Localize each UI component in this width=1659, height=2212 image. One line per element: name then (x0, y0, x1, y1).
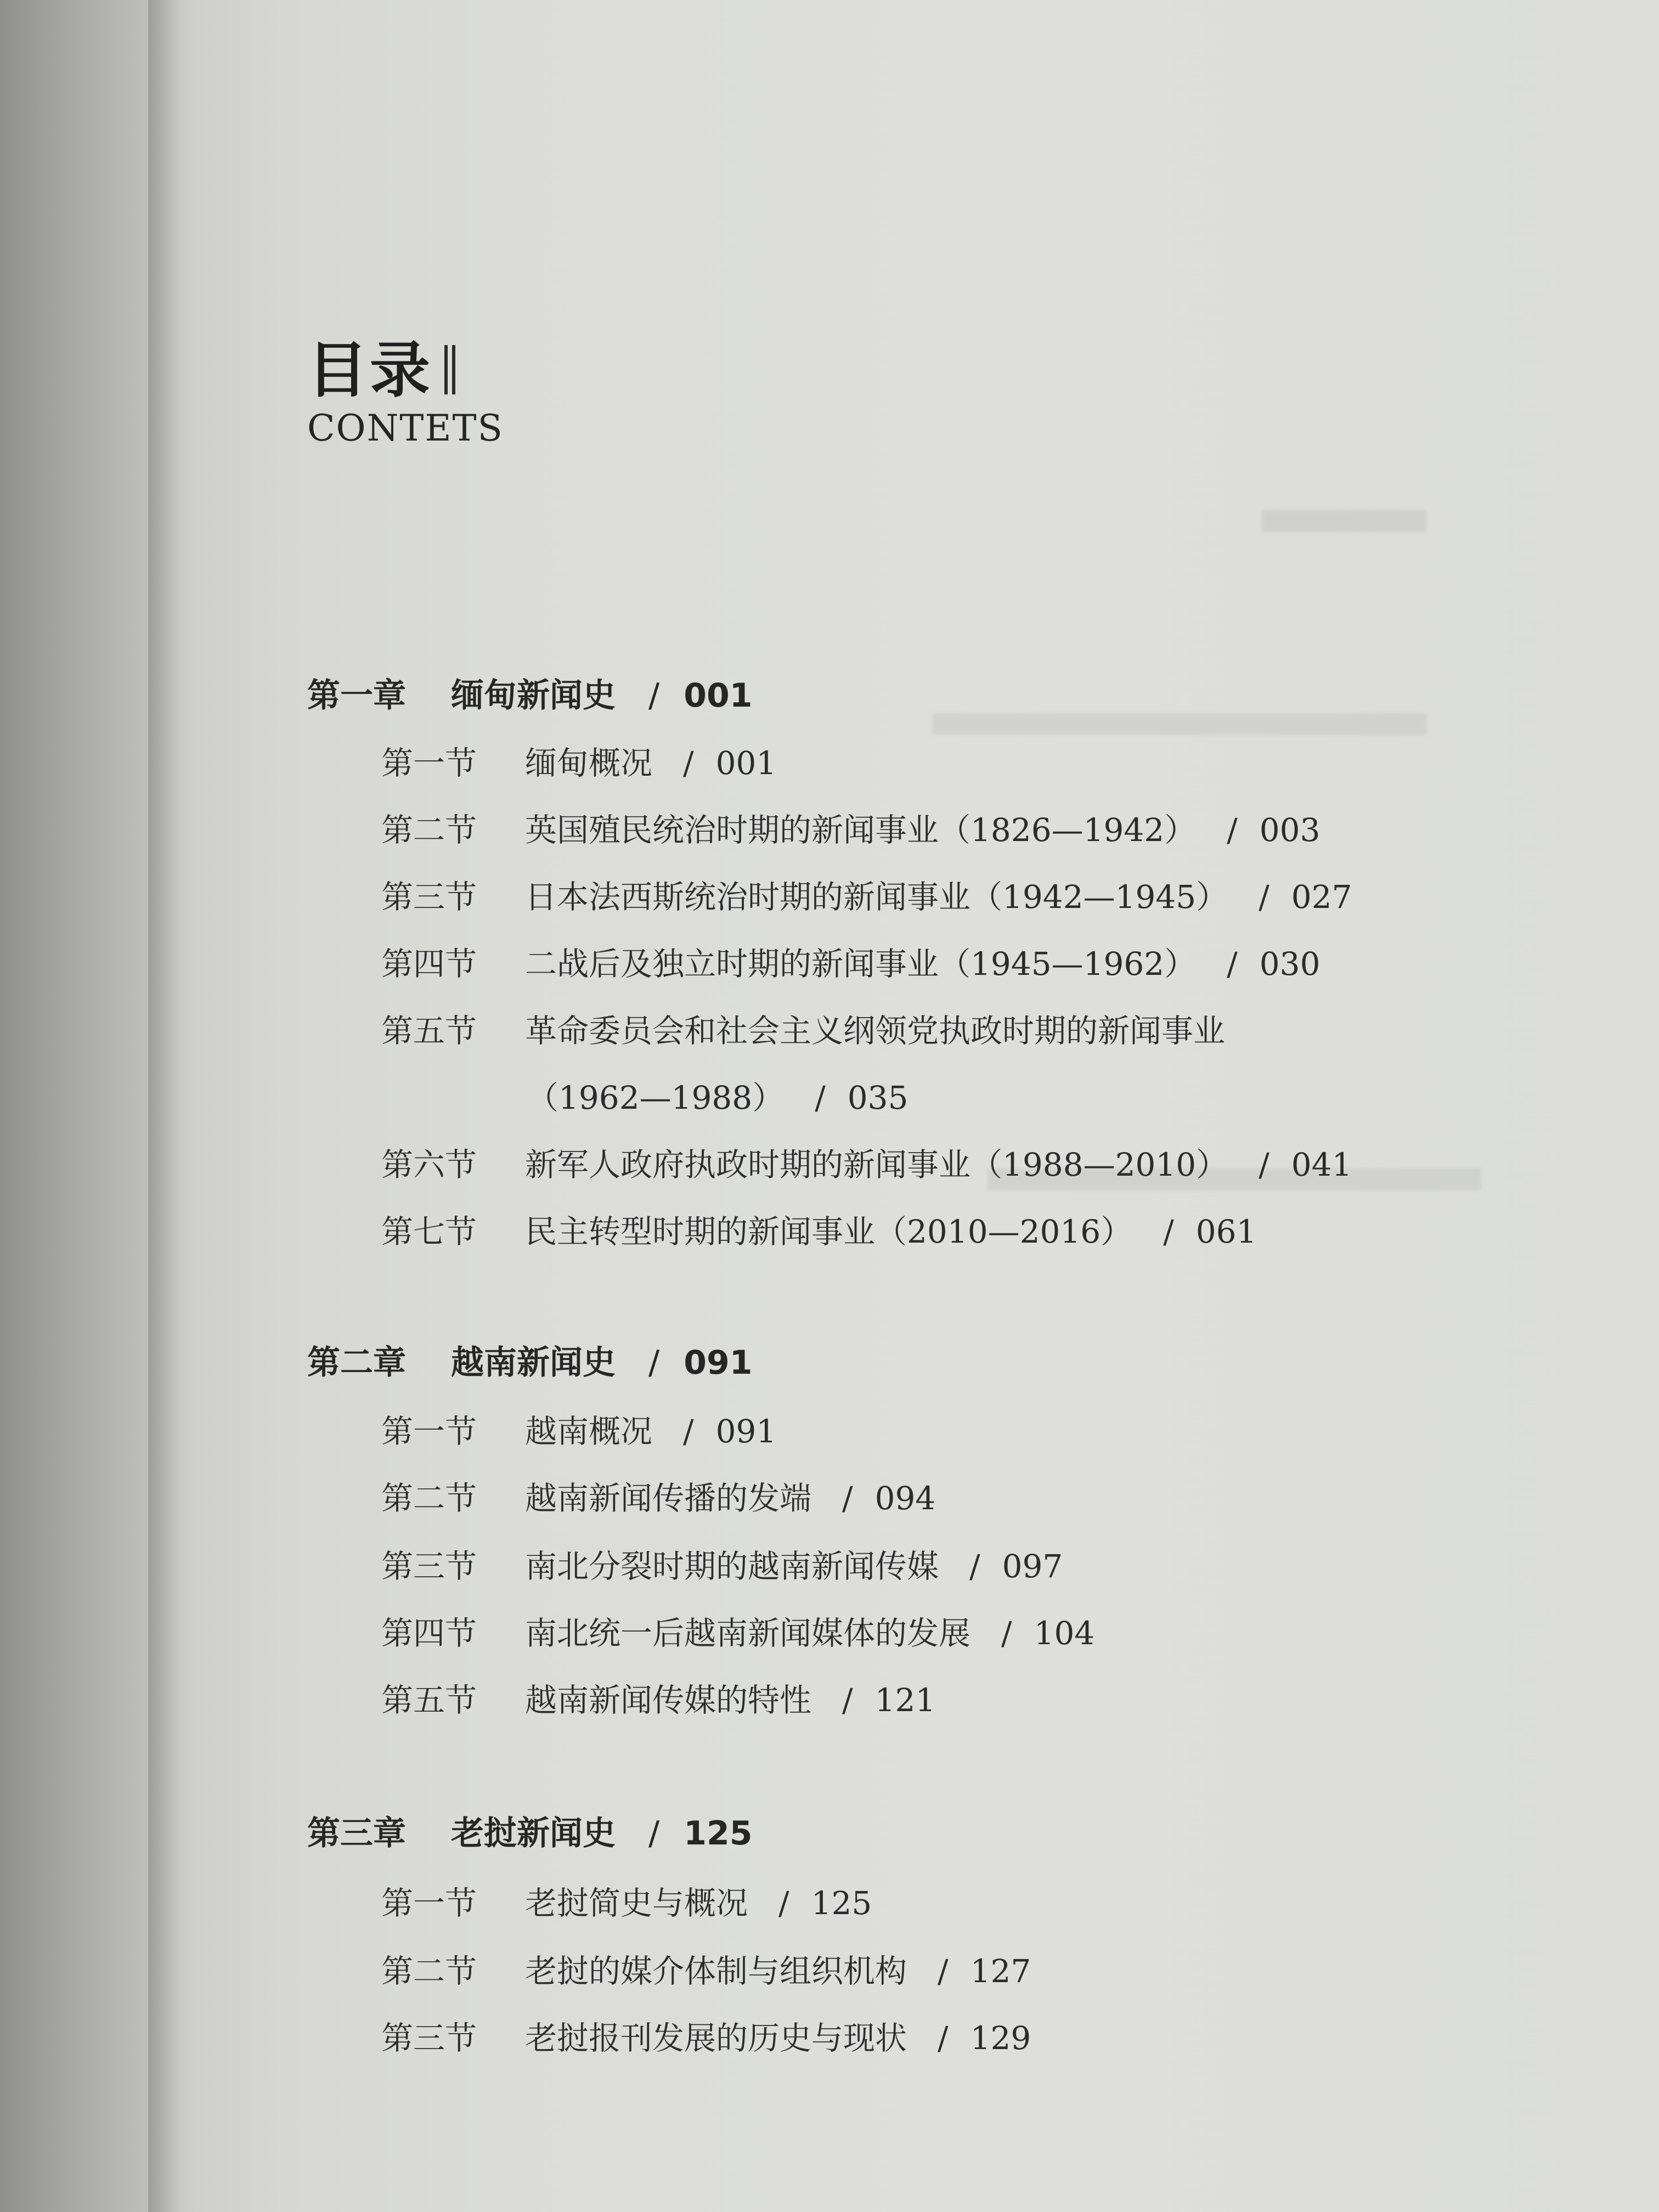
section-row[interactable] (381, 804, 1320, 850)
chapter-page: 125 (684, 1814, 753, 1853)
section-label: 第四节 (381, 1615, 477, 1652)
chapter-row[interactable] (307, 1336, 752, 1384)
section-title: 二战后及独立时期的新闻事业（1945—1962） (525, 945, 1197, 983)
section-title: 南北统一后越南新闻媒体的发展 (525, 1615, 971, 1652)
chapter-label: 第一章 (307, 676, 406, 715)
section-separator: / (778, 1884, 789, 1922)
section-label: 第五节 (381, 1681, 477, 1719)
section-label: 第一节 (381, 1884, 477, 1922)
section-title: 缅甸概况 (525, 744, 653, 782)
section-label: 第三节 (381, 878, 477, 916)
section-separator: / (1227, 945, 1238, 983)
book-spine-shadow (148, 0, 181, 2212)
chapter-separator: / (648, 1814, 660, 1853)
chapter-label: 第二章 (307, 1344, 406, 1382)
section-separator: / (842, 1480, 853, 1517)
section-separator: / (683, 744, 694, 782)
section-separator: / (969, 1548, 980, 1585)
toc-subtitle: CONTETS (307, 407, 504, 449)
chapter-title: 越南新闻史 (451, 1344, 616, 1382)
section-separator: / (842, 1681, 853, 1719)
section-row[interactable] (381, 1541, 1063, 1587)
section-title: 新军人政府执政时期的新闻事业（1988—2010） (525, 1146, 1228, 1183)
section-label: 第二节 (381, 811, 477, 849)
section-page: 121 (874, 1681, 936, 1719)
section-separator: / (815, 1079, 826, 1116)
section-row[interactable] (381, 1877, 872, 1923)
section-title: 越南概况 (525, 1413, 653, 1450)
section-row[interactable] (381, 2012, 1031, 2058)
section-page: 027 (1291, 878, 1352, 916)
section-row[interactable] (381, 1005, 1225, 1051)
section-row[interactable] (381, 1607, 1094, 1654)
chapter-row[interactable] (307, 1807, 752, 1854)
chapter-page: 091 (684, 1344, 753, 1382)
section-row[interactable] (381, 1206, 1256, 1252)
section-label: 第六节 (381, 1146, 477, 1183)
section-title: 民主转型时期的新闻事业（2010—2016） (525, 1213, 1133, 1250)
section-row[interactable] (381, 1472, 935, 1519)
section-row[interactable] (381, 1406, 776, 1452)
section-separator: / (1163, 1213, 1174, 1250)
section-separator: / (1259, 1146, 1269, 1183)
section-title: 越南新闻传播的发端 (525, 1480, 812, 1517)
title-bar-ornament (444, 345, 448, 394)
section-page: 001 (715, 744, 777, 782)
chapter-title: 老挝新闻史 (451, 1814, 616, 1853)
section-label: 第三节 (381, 2019, 477, 2057)
section-page: 061 (1195, 1213, 1257, 1250)
section-separator: / (1001, 1615, 1012, 1652)
section-separator: / (683, 1413, 694, 1450)
chapter-page: 001 (684, 676, 753, 715)
section-page: 003 (1259, 811, 1321, 849)
section-title: 革命委员会和社会主义纲领党执政时期的新闻事业 (525, 1012, 1226, 1049)
section-title: 老挝报刊发展的历史与现状 (525, 2019, 907, 2057)
section-label: 第一节 (381, 744, 477, 782)
section-label: 第二节 (381, 1953, 477, 1990)
section-title-continuation: （1962—1988） (527, 1079, 785, 1116)
section-title: 日本法西斯统治时期的新闻事业（1942—1945） (525, 878, 1228, 916)
section-row[interactable] (381, 938, 1320, 984)
section-page: 129 (970, 2019, 1031, 2057)
chapter-separator: / (648, 676, 660, 715)
section-page: 091 (715, 1413, 777, 1450)
section-row[interactable] (381, 871, 1352, 917)
section-page: 035 (847, 1079, 909, 1116)
section-page: 030 (1259, 945, 1321, 983)
section-label: 第五节 (381, 1012, 477, 1049)
section-page: 041 (1291, 1146, 1352, 1183)
chapter-label: 第三章 (307, 1814, 406, 1853)
section-separator: / (1227, 811, 1238, 849)
section-row[interactable] (381, 1674, 935, 1720)
section-row[interactable] (381, 1139, 1352, 1185)
section-row[interactable] (381, 737, 776, 783)
section-title: 老挝简史与概况 (525, 1884, 748, 1922)
section-continuation-row[interactable] (527, 1072, 908, 1118)
chapter-separator: / (648, 1344, 660, 1382)
section-label: 第三节 (381, 1548, 477, 1585)
section-label: 第一节 (381, 1413, 477, 1450)
section-label: 第七节 (381, 1213, 477, 1250)
toc-title: 目录 (307, 335, 432, 405)
section-separator: / (1259, 878, 1269, 916)
section-page: 097 (1002, 1548, 1063, 1585)
section-page: 125 (811, 1884, 872, 1922)
section-title: 越南新闻传媒的特性 (525, 1681, 812, 1719)
toc-header (307, 335, 504, 449)
section-page: 127 (970, 1953, 1031, 1990)
section-title: 南北分裂时期的越南新闻传媒 (525, 1548, 939, 1585)
chapter-row[interactable] (307, 669, 752, 716)
section-separator: / (938, 2019, 949, 2057)
section-row[interactable] (381, 1945, 1031, 1991)
chapter-title: 缅甸新闻史 (451, 676, 616, 715)
section-title: 英国殖民统治时期的新闻事业（1826—1942） (525, 811, 1197, 849)
section-title: 老挝的媒介体制与组织机构 (525, 1953, 907, 1990)
section-label: 第四节 (381, 945, 477, 983)
section-separator: / (938, 1953, 949, 1990)
section-label: 第二节 (381, 1480, 477, 1517)
section-page: 094 (874, 1480, 936, 1517)
section-page: 104 (1034, 1615, 1095, 1652)
